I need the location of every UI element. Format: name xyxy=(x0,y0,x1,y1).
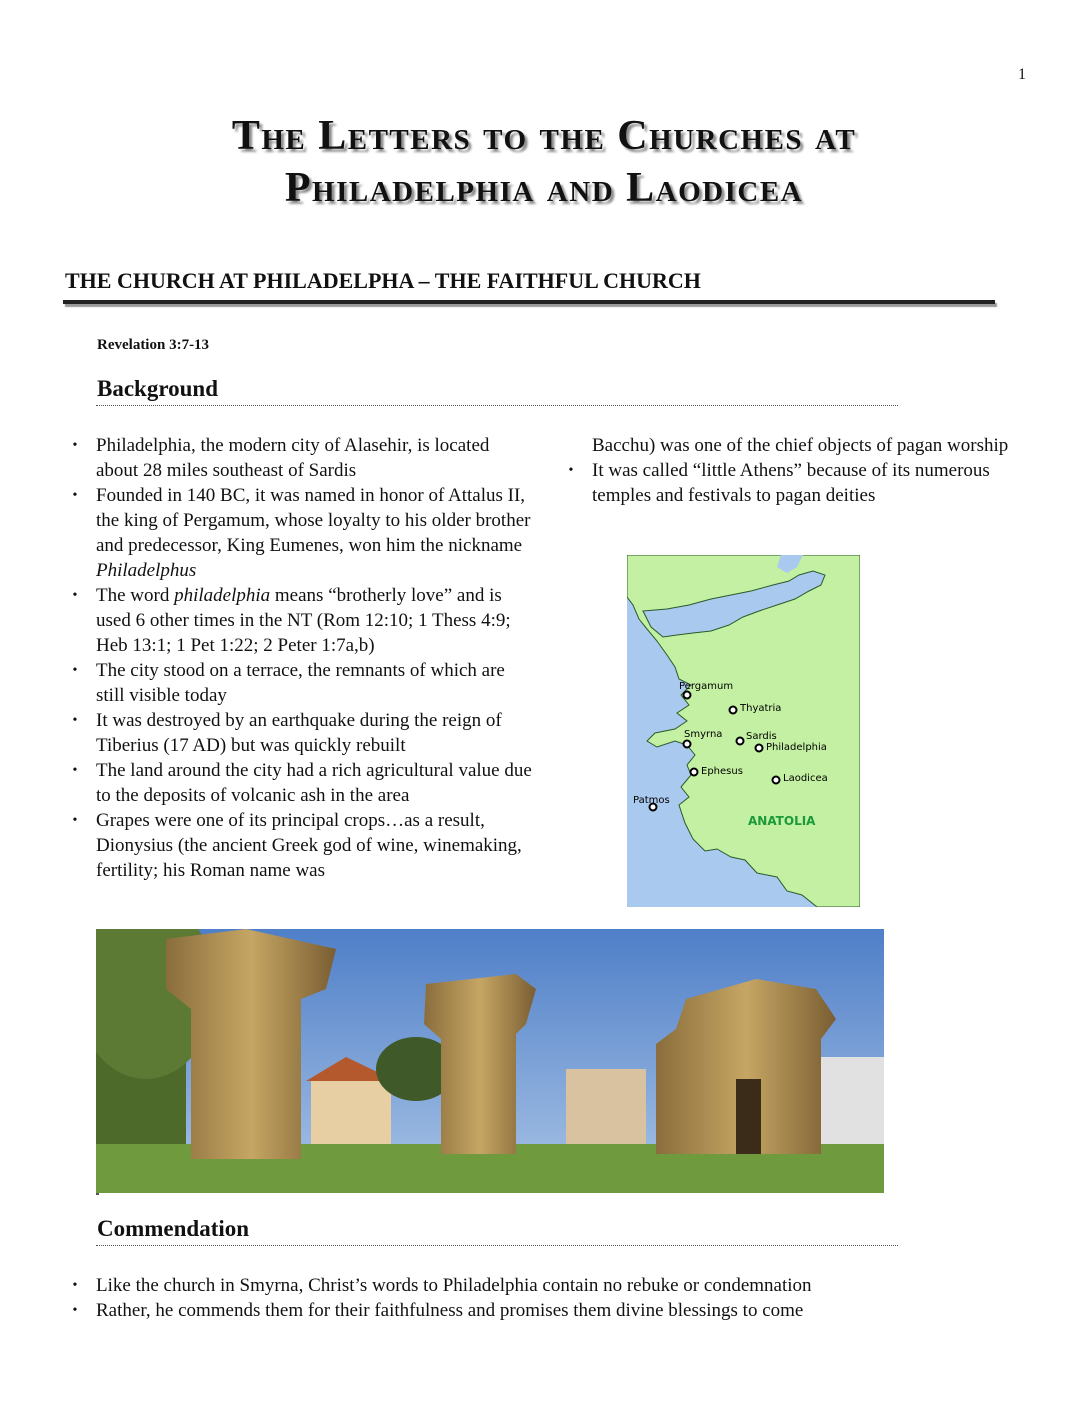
list-item-emphasis: philadelphia xyxy=(174,585,271,606)
title-line-1: The Letters to the Churches at xyxy=(231,113,857,159)
section-rule xyxy=(63,300,995,304)
commendation-heading: Commendation xyxy=(97,1216,250,1241)
philadelphia-marker xyxy=(756,745,763,752)
list-item xyxy=(65,483,533,583)
laodicea-label: Laodicea xyxy=(783,773,828,784)
list-item xyxy=(65,1298,965,1323)
scripture-reference: Revelation 3:7-13 xyxy=(97,337,210,353)
list-item-text: means “brotherly love” and is used 6 other times in the NT (Rom 12:10; 1 Thess 4:9; Heb 13:1; 1 Pet 1:22; 2 Peter 1:7a,b) xyxy=(96,585,511,656)
smyrna-label: Smyrna xyxy=(684,729,723,740)
philadelphia-label: Philadelphia xyxy=(766,742,827,753)
list-item-continuation xyxy=(561,433,1021,458)
region-label: ANATOLIA xyxy=(748,814,816,828)
commendation-rule xyxy=(96,1245,898,1246)
background-heading: Background xyxy=(97,376,219,401)
sardis-label: Sardis xyxy=(746,731,777,742)
list-item xyxy=(561,458,1021,508)
bullet-icon: • xyxy=(72,813,78,828)
list-item-text: Bacchu) was one of the chief objects of pagan worship xyxy=(592,435,1009,456)
patmos-label: Patmos xyxy=(633,795,670,806)
bullet-icon: • xyxy=(72,663,78,678)
list-item xyxy=(65,658,533,708)
laodicea-marker xyxy=(773,777,780,784)
bullet-icon: • xyxy=(72,488,78,503)
bullet-icon: • xyxy=(72,713,78,728)
background-list-right xyxy=(561,433,1021,508)
title-line-2: Philadelphia and Laodicea xyxy=(284,165,804,211)
bullet-icon: • xyxy=(72,588,78,603)
thyatira-label: Thyatria xyxy=(740,703,782,714)
photo-building-left xyxy=(311,1079,391,1149)
list-item-emphasis: Philadelphus xyxy=(96,560,197,581)
ephesus-label: Ephesus xyxy=(701,766,743,777)
list-item xyxy=(65,583,533,658)
pergamum-marker xyxy=(684,692,691,699)
list-item-text: It was destroyed by an earthquake during the reign of Tiberius (17 AD) but was quickly rebuilt xyxy=(96,710,502,756)
list-item xyxy=(65,1273,965,1298)
list-item xyxy=(65,708,533,758)
sardis-marker xyxy=(737,738,744,745)
background-list-left xyxy=(65,433,533,883)
list-item-text: It was called “little Athens” because of its numerous temples and festivals to pagan deities xyxy=(592,460,990,506)
ruins-photo xyxy=(96,929,884,1193)
bullet-icon: • xyxy=(568,463,574,478)
pergamum-label: Pergamum xyxy=(679,681,734,692)
list-item xyxy=(65,433,533,483)
list-item-text: Rather, he commends them for their faithfulness and promises them divine blessings to come xyxy=(96,1300,804,1321)
thyatira-marker xyxy=(730,707,737,714)
list-item-text: Philadelphia, the modern city of Alasehir, is located about 28 miles southeast of Sardis xyxy=(96,435,490,481)
photo-doorway xyxy=(736,1079,761,1154)
photo-building-middle xyxy=(566,1069,646,1149)
list-item xyxy=(65,808,533,883)
bullet-icon: • xyxy=(72,1278,78,1293)
smyrna-marker xyxy=(684,741,691,748)
section-heading: THE CHURCH AT PHILADELPHA – THE FAITHFUL CHURCH xyxy=(65,268,701,293)
page-title xyxy=(40,110,1048,214)
list-item xyxy=(65,758,533,808)
commendation-list xyxy=(65,1273,965,1323)
ephesus-marker xyxy=(691,769,698,776)
list-item-text: The land around the city had a rich agricultural value due to the deposits of volcanic ash in the area xyxy=(96,760,532,806)
bullet-icon: • xyxy=(72,763,78,778)
list-item-text: The word xyxy=(96,585,175,606)
list-item-text: The city stood on a terrace, the remnants of which are still visible today xyxy=(96,660,505,706)
bullet-icon: • xyxy=(72,1303,78,1318)
list-item-text: Founded in 140 BC, it was named in honor of Attalus II, the king of Pergamum, whose loyalty to his older brother and predecessor, King Eumenes, won him the nickname xyxy=(96,485,531,556)
anatolia-map xyxy=(627,555,860,907)
background-rule xyxy=(96,405,898,406)
page-number: 1 xyxy=(1018,66,1026,83)
list-item-text: Like the church in Smyrna, Christ’s words to Philadelphia contain no rebuke or condemnation xyxy=(96,1275,812,1296)
bullet-icon: • xyxy=(72,438,78,453)
list-item-text: Grapes were one of its principal crops…as a result, Dionysius (the ancient Greek god of wine, winemaking, fertility; his Roman name was xyxy=(96,810,522,881)
